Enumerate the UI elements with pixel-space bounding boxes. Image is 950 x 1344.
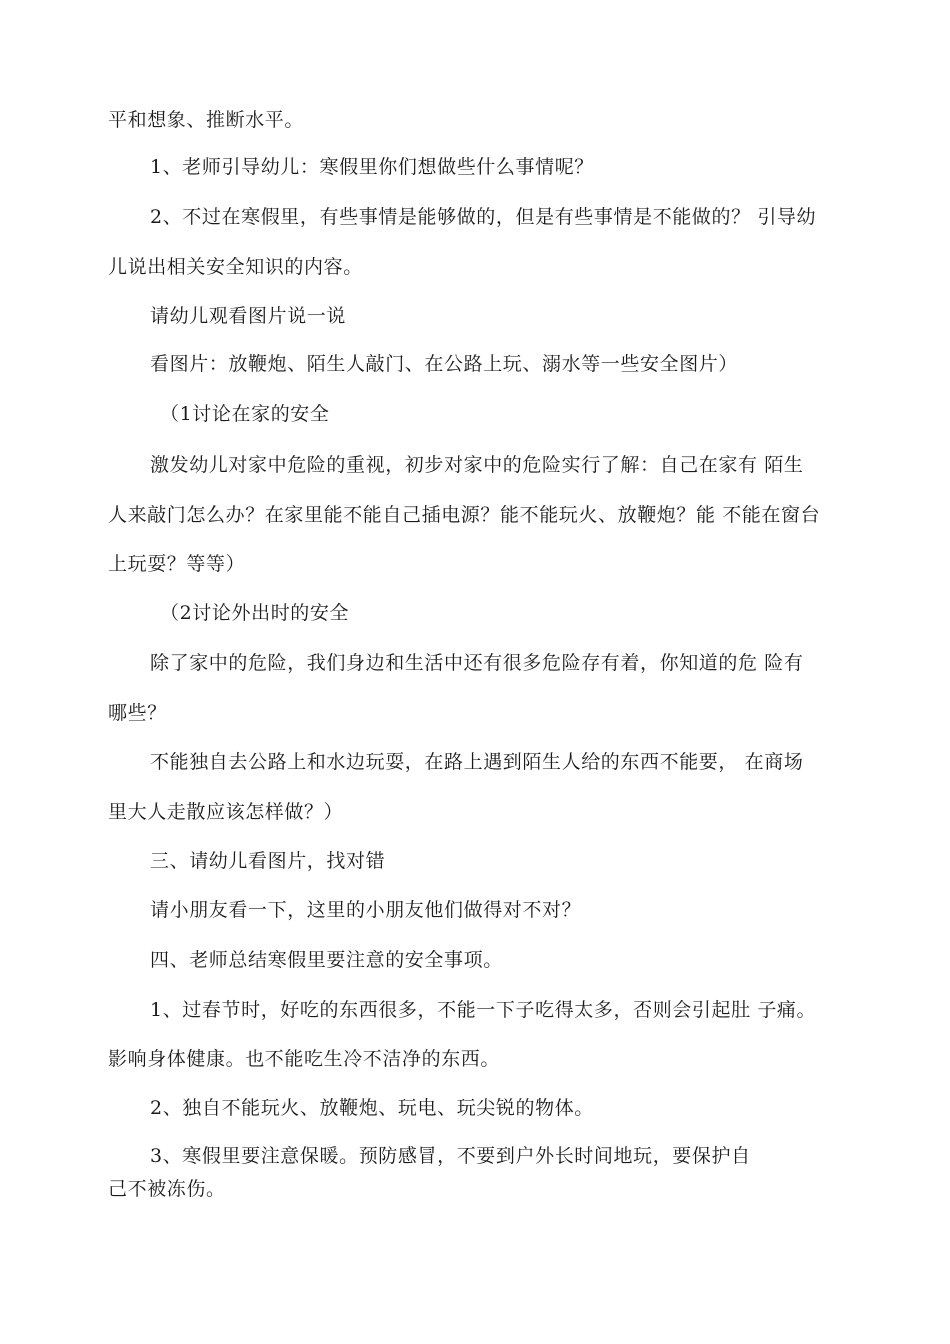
text-line: 1、老师引导幼儿：寒假里你们想做些什么事情呢？ [150,156,594,178]
text-line: 哪些？ [108,702,167,724]
text-line: 影响身体健康。也不能吃生冷不洁净的东西。 [108,1048,501,1070]
text-line: 请小朋友看一下，这里的小朋友他们做得对不对？ [150,899,582,921]
text-line: 人来敲门怎么办？在家里能不能自己插电源？能不能玩火、放鞭炮？能 不能在窗台 [108,504,821,526]
text-line: 看图片：放鞭炮、陌生人敲门、在公路上玩、溺水等一些安全图片） [150,353,739,375]
text-line: 激发幼儿对家中危险的重视，初步对家中的危险实行了解：自己在家有 陌生 [150,454,804,476]
text-line: 上玩耍？等等） [108,553,246,575]
text-line: 2、独自不能玩火、放鞭炮、玩电、玩尖锐的物体。 [150,1097,594,1119]
text-line: 不能独自去公路上和水边玩耍，在路上遇到陌生人给的东西不能要， 在商场 [150,751,804,773]
text-line: 儿说出相关安全知识的内容。 [108,256,363,278]
text-line: 请幼儿观看图片说一说 [150,305,347,327]
text-line: 己不被冻伤。 [108,1178,226,1200]
text-line: 四、老师总结寒假里要注意的安全事项。 [150,949,503,971]
text-line: 3、寒假里要注意保暖。预防感冒，不要到户外长时间地玩，要保护自 [150,1145,751,1167]
text-line: 平和想象、推断水平。 [108,109,305,131]
text-line: 三、请幼儿看图片，找对错 [150,850,386,872]
text-line: 除了家中的危险，我们身边和生活中还有很多危险存有着，你知道的危 险有 [150,652,804,674]
text-line: 2、不过在寒假里，有些事情是能够做的，但是有些事情是不能做的？ 引导幼 [150,206,817,228]
text-line: （2讨论外出时的安全 [160,602,350,624]
text-line: 1、过春节时，好吃的东西很多，不能一下子吃得太多，否则会引起肚 子痛。 [150,999,817,1021]
text-line: 里大人走散应该怎样做？） [108,801,344,823]
text-line: （1讨论在家的安全 [160,403,330,425]
